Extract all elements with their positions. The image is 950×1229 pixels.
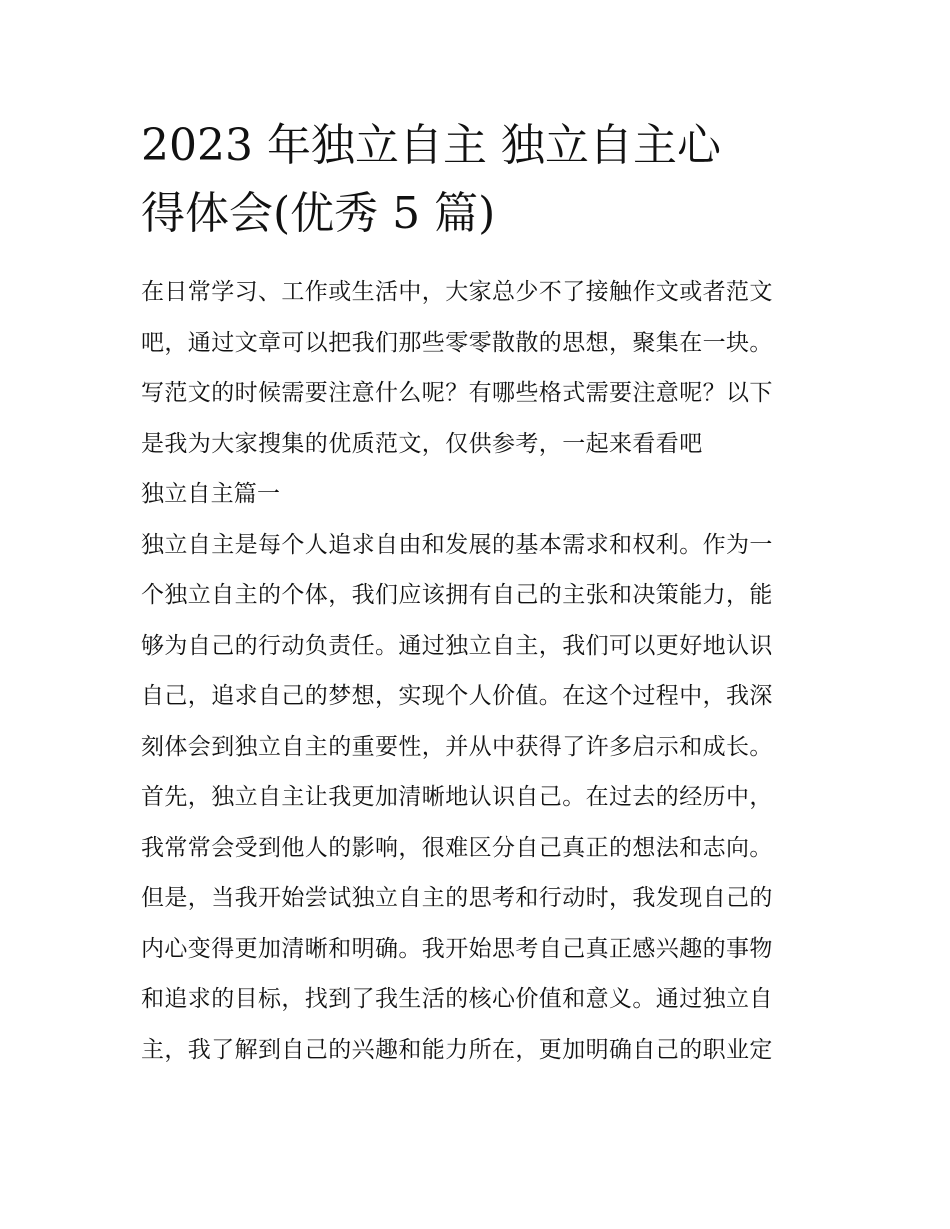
section-line: 主，我了解到自己的兴趣和能力所在，更加明确自己的职业定 bbox=[141, 1036, 773, 1063]
section-heading: 独立自主篇一 bbox=[141, 481, 281, 507]
document-title bbox=[141, 112, 801, 248]
section-line: 和追求的目标，找到了我生活的核心价值和意义。通过独立自 bbox=[141, 986, 773, 1012]
title-line: 2023 年独立自主 独立自主心 bbox=[141, 120, 721, 171]
intro-line: 吧，通过文章可以把我们那些零零散散的思想，聚集在一块。 bbox=[141, 329, 773, 356]
title-line: 得体会(优秀 5 篇) bbox=[141, 188, 496, 239]
document-page bbox=[141, 112, 813, 1075]
section-line: 但是，当我开始尝试独立自主的思考和行动时，我发现自己的 bbox=[141, 885, 773, 911]
section-line: 自己，追求自己的梦想，实现个人价值。在这个过程中，我深 bbox=[141, 683, 773, 709]
section-line: 内心变得更加清晰和明确。我开始思考自己真正感兴趣的事物 bbox=[141, 935, 773, 962]
intro-line: 在日常学习、工作或生活中，大家总少不了接触作文或者范文 bbox=[141, 279, 773, 305]
section-line: 够为自己的行动负责任。通过独立自主，我们可以更好地认识 bbox=[141, 632, 773, 659]
section-line: 我常常会受到他人的影响，很难区分自己真正的想法和志向。 bbox=[141, 834, 773, 861]
intro-line: 是我为大家搜集的优质范文，仅供参考，一起来看看吧 bbox=[141, 430, 703, 457]
document-body bbox=[141, 267, 813, 1075]
section-line: 刻体会到独立自主的重要性，并从中获得了许多启示和成长。 bbox=[141, 733, 773, 760]
section-line: 个独立自主的个体，我们应该拥有自己的主张和决策能力，能 bbox=[141, 582, 773, 608]
section-line: 首先，独立自主让我更加清晰地认识自己。在过去的经历中， bbox=[141, 784, 773, 810]
section-line: 独立自主是每个人追求自由和发展的基本需求和权利。作为一 bbox=[141, 531, 773, 558]
intro-line: 写范文的时候需要注意什么呢？有哪些格式需要注意呢？以下 bbox=[141, 380, 773, 406]
